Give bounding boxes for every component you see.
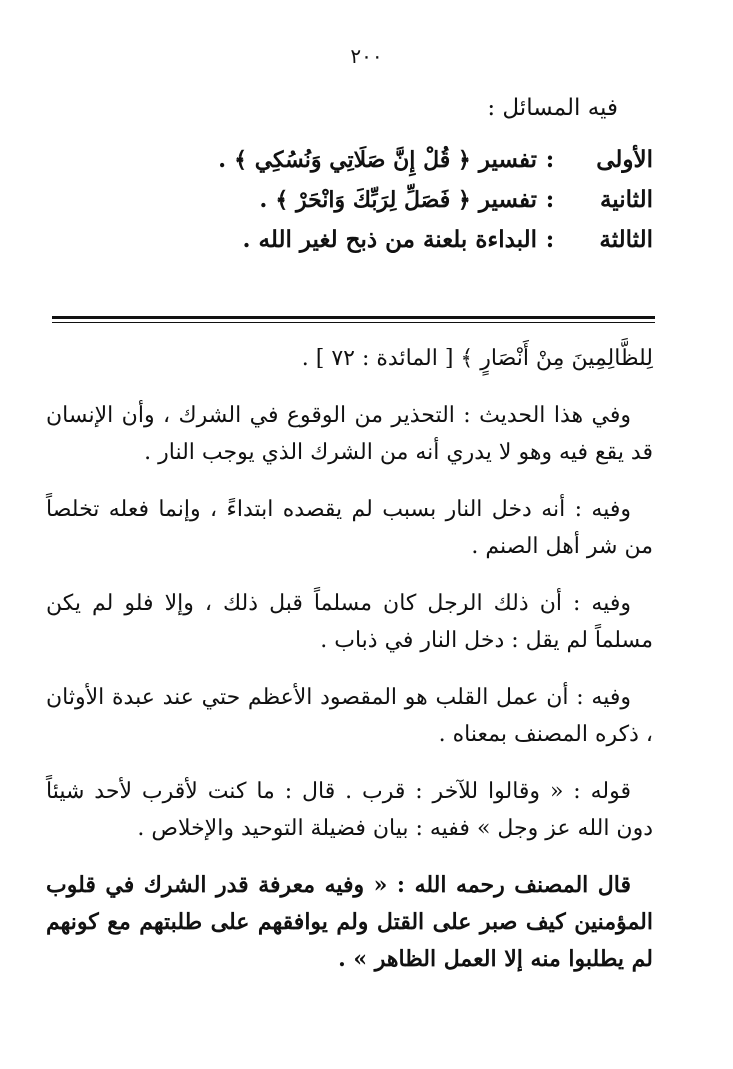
commentary-paragraph: قوله : « وقالوا للآخر : قرب . قال : ما كنت لأقرب لأحد شيئاً دون الله عز وجل » ففيه : بيان فضيلة التوحيد والإخلاص .	[46, 779, 653, 841]
section-divider-thin	[52, 322, 655, 324]
issue-item-1	[60, 140, 653, 180]
issue-quran-verse: ﴿ فَصَلِّ لِرَبِّكَ وَانْحَرْ ﴾	[275, 187, 471, 213]
issue-colon: :	[545, 186, 555, 213]
issue-text	[242, 220, 537, 260]
issue-ordinal: الثانية	[599, 186, 653, 213]
issue-colon: :	[545, 146, 555, 173]
issue-item-3	[60, 220, 653, 260]
issue-text-after: .	[218, 146, 227, 173]
commentary-paragraph: وفيه : أن عمل القلب هو المقصود الأعظم حتي عند عبدة الأوثان ، ذكره المصنف بمعناه .	[46, 685, 653, 747]
issue-ordinal: الثالثة	[599, 226, 653, 253]
issue-text-before: تفسير	[478, 146, 537, 173]
issue-text-after: .	[242, 226, 251, 253]
issue-item-2	[60, 180, 653, 220]
issue-text	[218, 140, 537, 180]
page-number: ٢٠٠	[350, 44, 383, 68]
commentary-paragraph: وفيه : أنه دخل النار بسبب لم يقصده ابتداءً ، وإنما فعله تخلصاً من شر أهل الصنم .	[46, 497, 653, 559]
issue-text-before: تفسير	[478, 186, 537, 213]
issue-colon: :	[545, 226, 555, 253]
issues-heading: فيه المسائل :	[487, 95, 618, 121]
commentary-paragraph: وفيه : أن ذلك الرجل كان مسلماً قبل ذلك ، وإلا فلو لم يكن مسلماً لم يقل : دخل النار في ذباب .	[46, 591, 653, 653]
commentary-paragraph: وفي هذا الحديث : التحذير من الوقوع في الشرك ، وأن الإنسان قد يقع فيه وهو لا يدري أنه من الشرك الذي يوجب النار .	[46, 403, 653, 465]
issue-text	[259, 180, 537, 220]
issue-text-before: البداءة بلعنة من ذبح لغير الله	[258, 226, 537, 253]
commentary-paragraph: قال المصنف رحمه الله : « وفيه معرفة قدر الشرك في قلوب المؤمنين كيف صبر على القتل ولم يوافقهم على طلبتهم مع كونهم لم يطلبوا منه إلا العمل الظاهر » .	[46, 872, 653, 972]
issue-quran-verse: ﴿ قُلْ إِنَّ صَلَاتِي وَنُسُكِي ﴾	[234, 147, 471, 173]
issues-list	[60, 140, 653, 260]
commentary-paragraph: لِلظَّالِمِينَ مِنْ أَنْصَارٍ ﴾ [ المائدة : ٧٢ ] .	[301, 346, 653, 371]
commentary-section	[46, 340, 653, 998]
issue-ordinal: الأولى	[596, 146, 653, 173]
issue-text-after: .	[259, 186, 268, 213]
